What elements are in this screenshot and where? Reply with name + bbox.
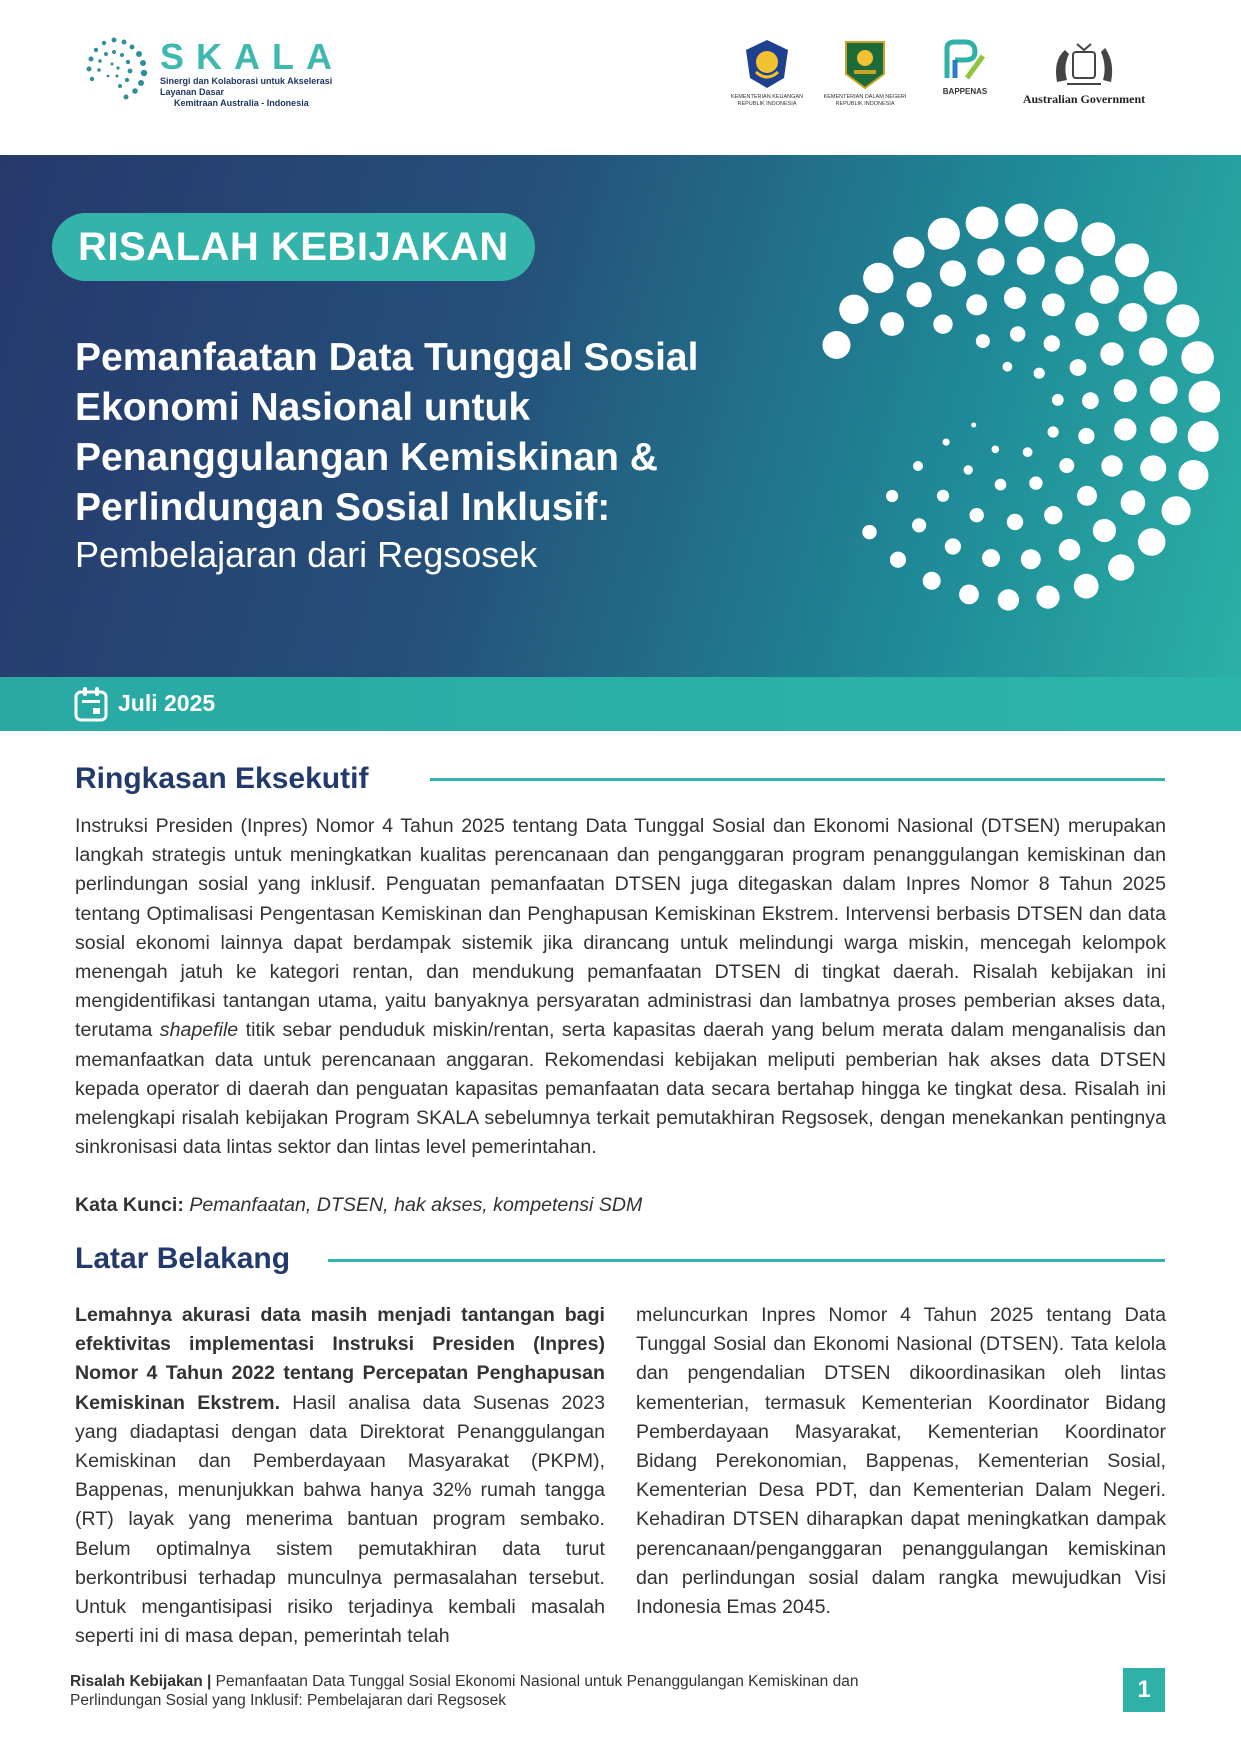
document-subtitle: Pembelajaran dari Regsosek xyxy=(75,534,538,575)
decorative-dot xyxy=(1036,586,1059,609)
decorative-dot xyxy=(1179,460,1209,490)
decorative-dot xyxy=(863,263,893,293)
decorative-dot xyxy=(1042,293,1065,316)
summary-text-2: titik sebar penduduk miskin/rentan, serta kapasitas daerah yang belum merata dalam menganalisis dan memanfaatkan data untuk perencanaan anggaran. Rekomendasi kebijakan meliputi pemberian hak akses data DTSEN kepada operator di daerah dan penguatan kapasitas pemanfaatan data secara bertahap hingga ke tingkat desa. Risalah ini melengkapi risalah kebijakan Program SKALA sebelumnya terkait pemutakhiran Regsosek, dengan menekankan pentingnya sinkronisasi data lintas sektor dan lintas level pemerintahan. xyxy=(75,1019,1166,1159)
decorative-dot xyxy=(966,294,987,315)
decorative-dot xyxy=(1121,490,1146,515)
decorative-dot xyxy=(1138,528,1166,556)
decorative-dot xyxy=(1114,379,1137,402)
decorative-dot xyxy=(1101,455,1122,476)
decorative-dot xyxy=(1166,304,1199,337)
decorative-dot xyxy=(943,439,950,446)
skala-wordmark: SKALA xyxy=(160,36,344,77)
decorative-dot xyxy=(1029,476,1042,489)
decorative-dot xyxy=(976,334,990,348)
summary-italic-term: shapefile xyxy=(159,1019,239,1042)
calendar-icon xyxy=(74,686,108,722)
decorative-dot xyxy=(1093,519,1116,542)
decorative-dot xyxy=(823,331,851,359)
decorative-dot xyxy=(1048,426,1059,437)
decorative-dot xyxy=(940,260,966,286)
decorative-dot xyxy=(880,312,904,336)
decorative-dot xyxy=(913,461,923,471)
decorative-dot xyxy=(1070,359,1087,376)
decorative-dot xyxy=(1114,418,1136,440)
kemenkeu-logo xyxy=(722,38,812,108)
decorative-dot xyxy=(886,490,898,502)
decorative-dot xyxy=(1189,381,1221,413)
decorative-dot xyxy=(966,207,999,240)
kemendagri-emblem-icon xyxy=(842,38,888,90)
decorative-dot xyxy=(839,295,868,324)
decorative-dot xyxy=(998,589,1019,610)
background-heading: Latar Belakang xyxy=(75,1242,291,1275)
decorative-dot xyxy=(1140,455,1166,481)
australian-government-label: Australian Government xyxy=(1022,92,1146,106)
decorative-dot xyxy=(1059,458,1074,473)
publication-date: Juli 2025 xyxy=(118,690,216,716)
skala-tagline-line-1: Sinergi dan Kolaborasi untuk Akselerasi Layanan Dasar xyxy=(160,76,333,97)
keywords-values: Pemanfaatan, DTSEN, hak akses, kompetensi SDM xyxy=(189,1194,643,1216)
decorative-dot xyxy=(1003,362,1013,372)
decorative-dot xyxy=(1188,421,1219,452)
keywords-label: Kata Kunci: xyxy=(75,1194,184,1216)
decorative-dot xyxy=(1078,428,1094,444)
decorative-dot xyxy=(1021,549,1041,569)
decorative-dot xyxy=(928,218,960,250)
document-title: Pemanfaatan Data Tunggal Sosial Ekonomi Nasional untuk Penanggulangan Kemiskinan & Perlindungan Sosial Inklusif: xyxy=(75,336,699,529)
decorative-dot xyxy=(1181,341,1214,374)
summary-text-1: Instruksi Presiden (Inpres) Nomor 4 Tahun 2025 tentang Data Tunggal Sosial dan Ekonomi Nasional (DTSEN) merupakan langkah strategis untuk meningkatkan kualitas perencanaan dan penganggaran program penanggulangan kemiskinan dan perlindungan sosial yang inklusif. Penguatan pemanfaatan DTSEN juga ditegaskan dalam Inpres Nomor 8 Tahun 2025 tentang Optimalisasi Pengentasan Kemiskinan dan Penghapusan Kemiskinan Ekstrem. Intervensi berbasis DTSEN dan data sosial ekonomi lainnya dapat berdampak sistemik jika dirancang untuk melindungi warga miskin, mencegah kelompok menengah jatuh ke kategori rentan, dan mendukung pemanfaatan DTSEN di tingkat daerah. Risalah kebijakan ini mengidentifikasi tantangan utama, yaitu banyaknya persyaratan administrasi dan lambatnya proses pemberian akses data, terutama xyxy=(75,815,1166,1042)
decorative-dot xyxy=(1059,539,1081,561)
footer-label: Risalah Kebijakan | xyxy=(70,1673,212,1690)
background-right-column: meluncurkan Inpres Nomor 4 Tahun 2025 tentang Data Tunggal Sosial dan Ekonomi Nasional (DTSEN). Tata kelola dan pengendalian DTSEN dikoordinasikan oleh lintas kementerian, termasuk Kementerian Koordinator Bidang Pemberdayaan Masyarakat, Kementerian Koordinator Bidang Perekonomian, Bappenas, Kementerian Sosial, Kementerian Desa PDT, dan Kementerian Dalam Negeri. Kehadiran DTSEN diharapkan dapat meningkatkan dampak perencanaan/penganggaran penanggulangan kemiskinan dan perlindungan sosial dalam rangka mewujudkan Visi Indonesia Emas 2045. xyxy=(636,1304,1166,1619)
decorative-dot xyxy=(945,538,961,554)
summary-paragraph xyxy=(75,812,1166,1162)
decorative-dot xyxy=(1044,506,1062,524)
decorative-dot xyxy=(1010,326,1025,341)
bappenas-logo xyxy=(920,38,1010,97)
page-footer xyxy=(70,1672,930,1710)
decorative-dot xyxy=(1082,392,1099,409)
decorative-dot xyxy=(1081,222,1115,256)
decorative-dot xyxy=(971,423,976,428)
decorative-dot xyxy=(893,237,924,268)
decorative-dot xyxy=(982,549,1000,567)
kemendagri-label: KEMENTERIAN DALAM NEGERI REPUBLIK INDONESIA xyxy=(823,94,907,107)
decorative-dot xyxy=(970,508,984,522)
decorative-dot xyxy=(1007,514,1023,530)
decorative-dot xyxy=(907,282,932,307)
decorative-dot xyxy=(890,552,906,568)
decorative-dot xyxy=(964,465,973,474)
decorative-dot xyxy=(1055,256,1083,284)
decorative-dot xyxy=(1077,486,1097,506)
decorative-dot xyxy=(1044,335,1060,351)
coat-of-arms-icon xyxy=(1049,40,1119,88)
skala-tagline-line-2: Kemitraan Australia - Indonesia xyxy=(174,98,309,108)
decorative-dot xyxy=(1108,554,1134,580)
decorative-dot xyxy=(1044,209,1078,243)
footer-title: Pemanfaatan Data Tunggal Sosial Ekonomi Nasional untuk Penanggulangan Kemiskinan dan Perlindungan Sosial yang Inklusif: Pembelajaran dari Regsosek xyxy=(70,1673,859,1709)
decorative-dot xyxy=(937,490,949,502)
background-lead-bold: Lemahnya akurasi data masih menjadi tantangan bagi efektivitas implementasi Instruksi Presiden (Inpres) Nomor 4 Tahun 2022 tentang Percepatan Penghapusan Kemiskinan Ekstrem. xyxy=(75,1304,605,1414)
decorative-dot xyxy=(959,585,979,605)
decorative-dot xyxy=(992,446,1000,454)
decorative-dot xyxy=(1162,496,1191,525)
document-type-badge: RISALAH KEBIJAKAN xyxy=(52,213,535,281)
decorative-dot xyxy=(1017,247,1045,275)
kemenkeu-label: KEMENTERIAN KEUANGAN REPUBLIK INDONESIA xyxy=(730,94,804,107)
background-left-column xyxy=(75,1301,605,1651)
decorative-dot xyxy=(1004,287,1026,309)
bappenas-label: BAPPENAS xyxy=(942,87,988,96)
decorative-dot xyxy=(1139,338,1167,366)
bappenas-emblem-icon xyxy=(941,38,989,84)
decorative-dot xyxy=(862,525,876,539)
decorative-dot xyxy=(1034,368,1045,379)
decorative-dot xyxy=(1150,416,1177,443)
decorative-dot xyxy=(1005,203,1038,236)
kemenkeu-emblem-icon xyxy=(742,38,792,90)
skala-logo-mark xyxy=(84,34,154,106)
decorative-dot xyxy=(995,479,1007,491)
skala-tagline xyxy=(160,76,360,109)
cover-banner xyxy=(0,155,1241,677)
decorative-dot xyxy=(1074,574,1099,599)
decorative-dot xyxy=(1115,243,1149,277)
date-bar xyxy=(0,677,1241,731)
page-number: 1 xyxy=(1123,1668,1165,1712)
decorative-dot xyxy=(1100,342,1123,365)
decorative-dot xyxy=(1052,394,1064,406)
decorative-dot xyxy=(1075,313,1098,336)
background-left-text: Hasil analisa data Susenas 2023 yang diadaptasi dengan data Direktorat Penanggulangan Kemiskinan dan Pemberdayaan Masyarakat (PKPM), Bappenas, menunjukkan bahwa hanya 32% rumah tangga (RT) layak yang menerima bantuan program sembako. Belum optimalnya sistem pemutakhiran data turut berkontribusi terhadap munculnya permasalahan tersebut. Untuk mengantisipasi risiko terjadinya kembali masalah seperti ini di masa depan, pemerintah telah xyxy=(75,1391,605,1648)
decorative-dot xyxy=(1150,376,1178,404)
decorative-dot xyxy=(923,572,941,590)
decorative-dot-spiral xyxy=(800,195,1220,615)
keywords-line xyxy=(75,1191,1166,1220)
decorative-dot xyxy=(1023,447,1033,457)
decorative-dot xyxy=(933,315,952,334)
decorative-dot xyxy=(1090,275,1119,304)
australian-government-logo xyxy=(1014,40,1154,107)
background-heading-rule xyxy=(328,1259,1165,1262)
decorative-dot xyxy=(1119,303,1148,332)
decorative-dot xyxy=(912,518,926,532)
decorative-dot xyxy=(1144,271,1178,305)
summary-heading-rule xyxy=(430,778,1165,781)
decorative-dot xyxy=(977,248,1004,275)
summary-heading: Ringkasan Eksekutif xyxy=(75,762,369,795)
kemendagri-logo xyxy=(820,38,910,108)
